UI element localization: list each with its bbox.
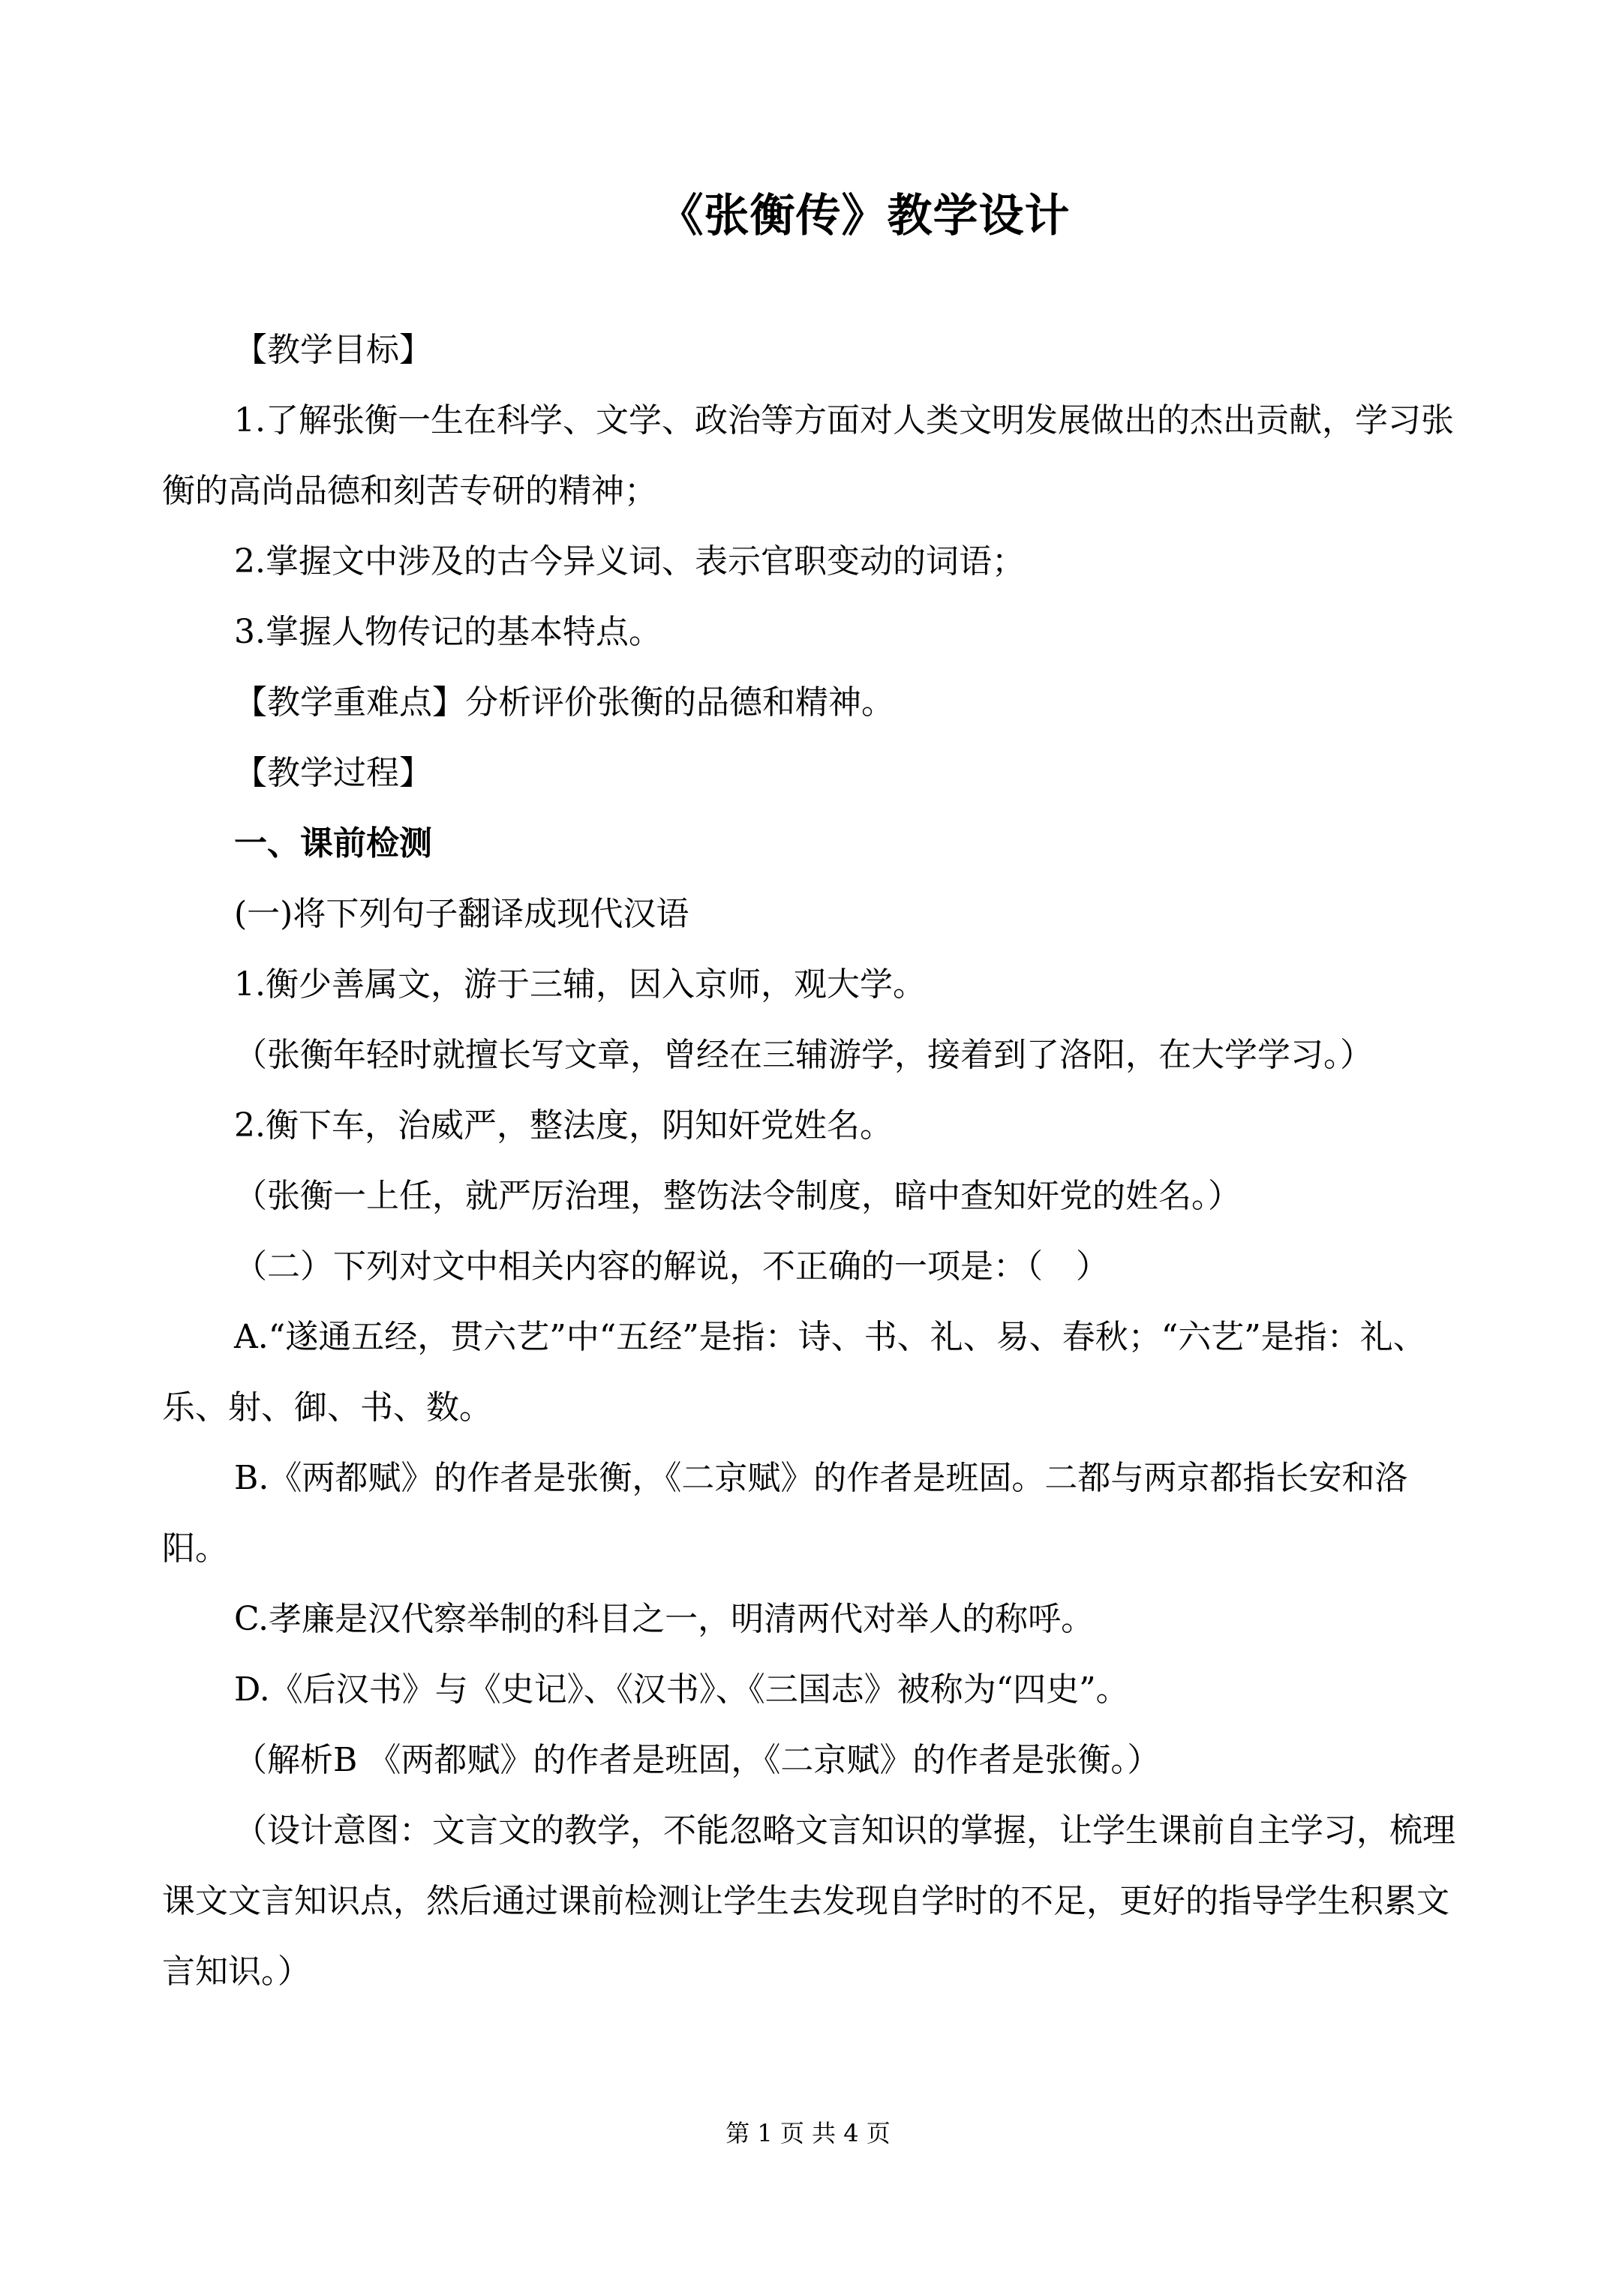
page-footer: 第 1 页 共 4 页 xyxy=(725,2119,891,2147)
document-title: 《张衡传》教学设计 xyxy=(658,190,1071,242)
goal-item-1: 1.了解张衡一生在科学、文学、政治等方面对人类文明发展做出的杰出贡献，学习张衡的高尚品德和刻苦专研的精神； xyxy=(162,401,1454,510)
option-d: D.《后汉书》与《史记》、《汉书》、《三国志》被称为“四史”。 xyxy=(234,1670,1129,1709)
option-a: A.“遂通五经，贯六艺”中“五经”是指：诗、书、礼、易、春秋；“六艺”是指：礼、乐、射、御、书、数。 xyxy=(162,1318,1426,1427)
option-c: C.孝廉是汉代察举制的科目之一，明清两代对举人的称呼。 xyxy=(234,1600,1095,1638)
heading-teaching-process: 【教学过程】 xyxy=(234,754,432,792)
design-intent: （设计意图：文言文的教学，不能忽略文言知识的掌握，让学生课前自主学习，梳理课文文言知识点，然后通过课前检测让学生去发现自学时的不足，更好的指导学生积累文言知识。） xyxy=(162,1811,1455,1991)
heading-key-points: 【教学重难点】分析评价张衡的品德和精神。 xyxy=(234,683,894,722)
translation-sentence-1: 1.衡少善属文，游于三辅，因入京师，观大学。 xyxy=(234,965,926,1004)
section-heading-pre-class-check: 一、课前检测 xyxy=(234,824,432,863)
answer-explanation: （解析B 《两都赋》的作者是班固，《二京赋》的作者是张衡。） xyxy=(234,1741,1161,1779)
heading-teaching-goals: 【教学目标】 xyxy=(234,331,432,369)
document-body xyxy=(162,315,1467,2007)
goal-item-3: 3.掌握人物传记的基本特点。 xyxy=(234,613,662,651)
translation-answer-2: （张衡一上任，就严厉治理，整饬法令制度，暗中查知奸党的姓名。） xyxy=(234,1177,1241,1215)
subsection-translation: (一)将下列句子翻译成现代汉语 xyxy=(234,895,689,933)
subsection-question: （二）下列对文中相关内容的解说，不正确的一项是：（ ） xyxy=(234,1247,1109,1286)
translation-answer-1: （张衡年轻时就擅长写文章，曾经在三辅游学，接着到了洛阳，在大学学习。） xyxy=(234,1036,1373,1074)
option-b: B.《两都赋》的作者是张衡，《二京赋》的作者是班固。二都与两京都指长安和洛阳。 xyxy=(162,1459,1408,1568)
goal-item-2: 2.掌握文中涉及的古今异义词、表示官职变动的词语； xyxy=(234,542,1025,581)
translation-sentence-2: 2.衡下车，治威严，整法度，阴知奸党姓名。 xyxy=(234,1106,893,1145)
